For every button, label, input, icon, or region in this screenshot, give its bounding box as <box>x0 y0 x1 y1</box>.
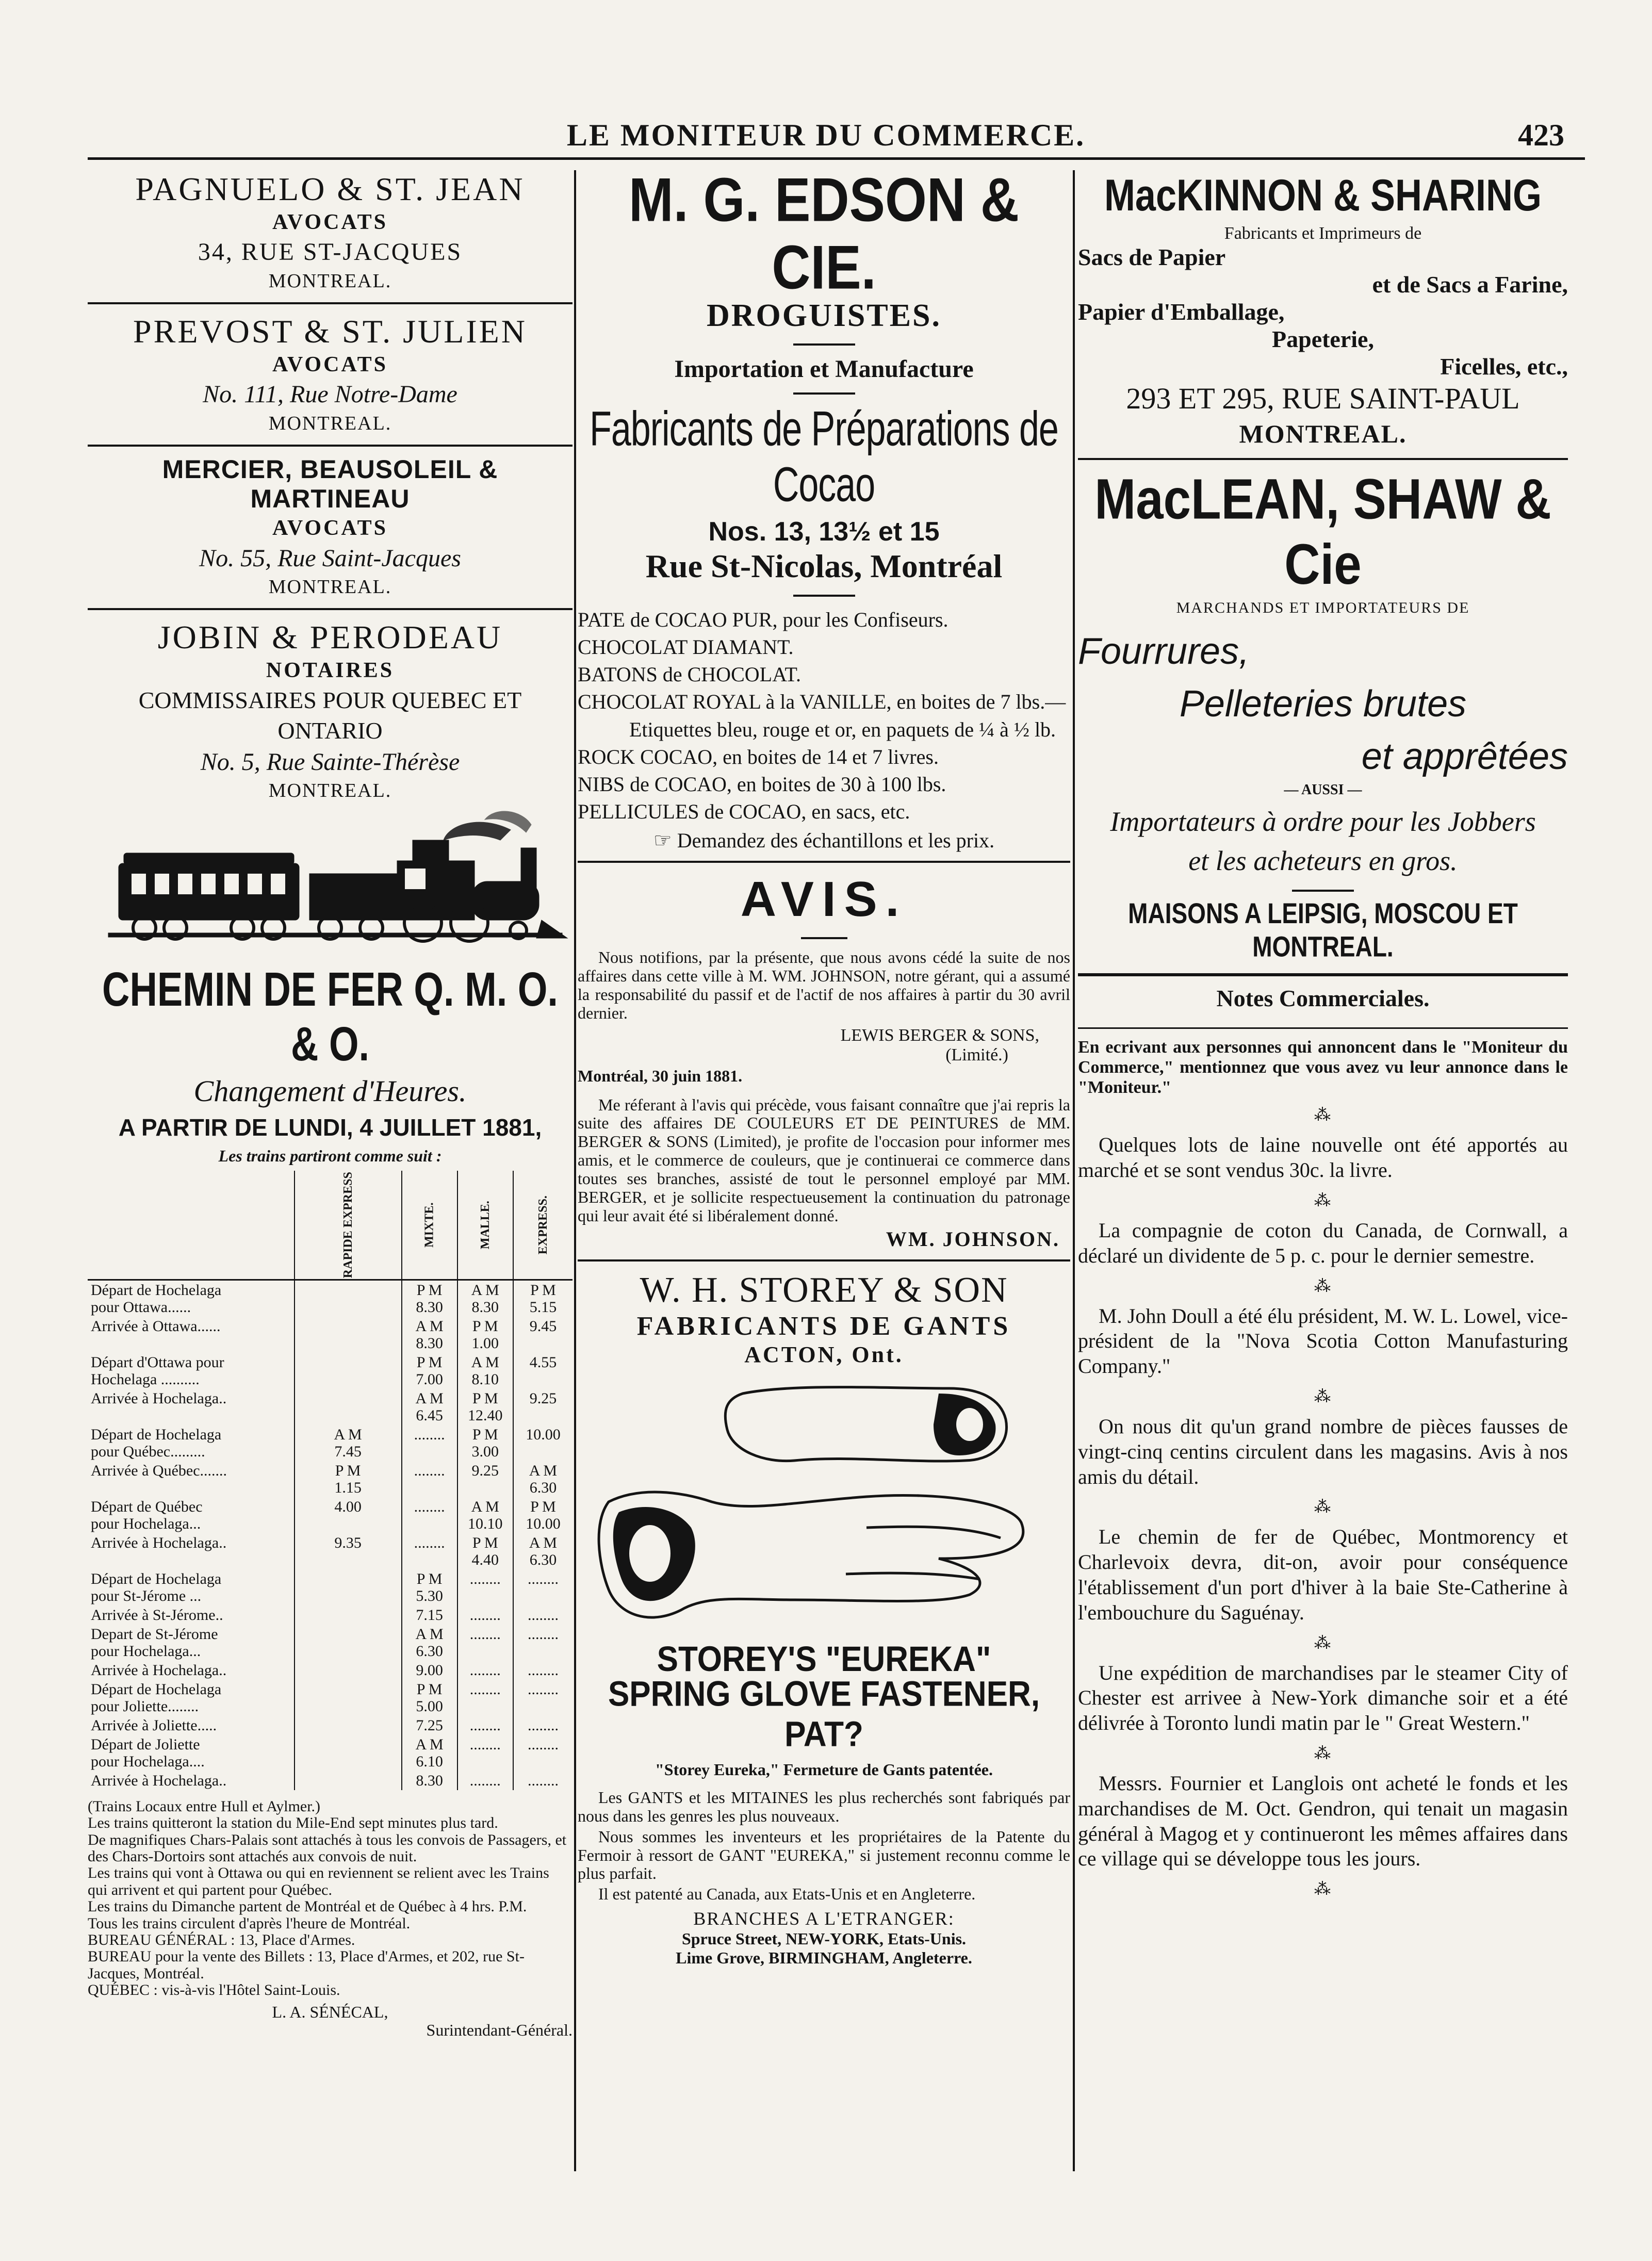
avis-paragraph: Me réferant à l'avis qui précède, vous faisant connaître que j'ai repris la suite des affaires DE COULEURS ET DE PEINTURES de MM. BERGER & SONS (Limited), je profite de l'occasion pour informer mes amis, et le commerce de couleurs, que je continuerai ce commerce dans toutes ses branches, assisté de tout le personnel employé par MM. BERGER, et je sollicite respectueusement la continuation du patronage qui leur avait été si libéralement donné. <box>578 1095 1070 1225</box>
firm-city: MONTREAL. <box>268 576 392 598</box>
schedule-time <box>295 1389 402 1425</box>
maclean-furs: Fourrures, <box>1078 631 1250 672</box>
schedule-time: 9.25 <box>513 1389 573 1425</box>
schedule-time <box>295 1605 402 1625</box>
asterism: ⁂ <box>1314 1276 1332 1295</box>
railway-notes <box>88 1798 573 1999</box>
firm-role: NOTAIRES <box>266 658 395 682</box>
schedule-time: ........ <box>457 1680 513 1716</box>
schedule-time: 7.15 <box>402 1605 457 1625</box>
mackinnon-line: Papeterie, <box>1272 326 1374 352</box>
schedule-time: A M 7.45 <box>295 1425 402 1461</box>
asterism: ⁂ <box>1314 1105 1332 1124</box>
schedule-corner <box>88 1171 295 1280</box>
asterism: ⁂ <box>1314 1744 1332 1763</box>
storey-place: ACTON, Ont. <box>744 1342 904 1368</box>
schedule-row <box>88 1716 573 1735</box>
schedule-time <box>295 1661 402 1680</box>
railway-title: CHEMIN DE FER Q. M. O. & O. <box>102 962 558 1071</box>
edson-trade: DROGUISTES. <box>706 298 942 333</box>
divider <box>578 1259 1070 1261</box>
divider <box>801 937 847 939</box>
asterism: ⁂ <box>1314 1879 1332 1898</box>
note: Les trains du Dimanche partent de Montréal et de Québec à 4 hrs. P.M. <box>88 1898 527 1915</box>
schedule-time: 4.55 <box>513 1353 573 1389</box>
schedule-time: ........ <box>457 1605 513 1625</box>
schedule-row <box>88 1771 573 1790</box>
schedule-time: 9.00 <box>402 1661 457 1680</box>
note: QUÉBEC : vis-à-vis l'Hôtel Saint-Louis. <box>88 1981 340 1999</box>
firm-name: PAGNUELO & ST. JEAN <box>135 171 525 207</box>
schedule-time: A M 6.30 <box>513 1461 573 1497</box>
mackinnon-address: 293 ET 295, RUE SAINT-PAUL <box>1126 382 1520 415</box>
avis-title: AVIS. <box>740 872 908 927</box>
asterism: ⁂ <box>1314 1633 1332 1652</box>
middle-column <box>578 166 1070 1968</box>
avis-paragraph: Nous notifions, par la présente, que nous avons cédé la suite de nos affaires dans cette ville à M. WM. JOHNSON, notre gérant, qui a assumé la responsabilité du passif et de l'actif de nos affaires à partir du 30 avril dernier. <box>578 948 1070 1022</box>
schedule-time: ........ <box>402 1425 457 1461</box>
schedule-station: Arrivée à St-Jérome.. <box>91 1606 223 1624</box>
eureka-heading: STOREY'S "EUREKA" <box>657 1640 991 1679</box>
firm-city: MONTREAL. <box>268 270 392 292</box>
business-card <box>88 170 573 294</box>
avis-dateline: Montréal, 30 juin 1881. <box>578 1066 743 1085</box>
schedule-time: ........ <box>402 1497 457 1533</box>
schedule-station: Départ de Québec pour Hochelaga... <box>91 1498 203 1532</box>
schedule-time: ........ <box>513 1625 573 1661</box>
product-item: CHOCOLAT DIAMANT. <box>578 635 794 659</box>
firm-city: MONTREAL. <box>268 412 392 434</box>
mackinnon-line: Papier d'Emballage, <box>1078 299 1285 325</box>
storey-branch: Spruce Street, NEW-YORK, Etats-Unis. <box>681 1929 967 1948</box>
schedule-time: 10.00 <box>513 1425 573 1461</box>
maclean-furs: Pelleteries brutes <box>1179 683 1467 725</box>
firm-address: No. 111, Rue Notre-Dame <box>203 381 457 408</box>
schedule-station: Arrivée à Hochelaga.. <box>91 1534 227 1551</box>
note: BUREAU GÉNÉRAL : 13, Place d'Armes. <box>88 1931 355 1948</box>
firm-city: MONTREAL. <box>268 780 392 802</box>
schedule-time: ........ <box>457 1661 513 1680</box>
product-item: BATONS de CHOCOLAT. <box>578 663 801 686</box>
product-item: ROCK COCAO, en boites de 14 et 7 livres. <box>578 745 939 768</box>
schedule-time: P M 8.30 <box>402 1280 457 1317</box>
divider <box>793 595 855 597</box>
storey-paragraph: Nous sommes les inventeurs et les propriétaires de la Patente du Fermoir à ressort de GANT "EUREKA," si justement reconnu comme le plus parfait. <box>578 1827 1070 1883</box>
glove-illustration <box>578 1373 1070 1641</box>
schedule-time: ........ <box>457 1716 513 1735</box>
storey-body <box>578 1789 1070 1904</box>
schedule-time: 4.00 <box>295 1497 402 1533</box>
schedule-time: ........ <box>513 1771 573 1790</box>
ask-text: Demandez des échantillons et les prix. <box>677 829 995 853</box>
schedule-time: P M 10.00 <box>513 1497 573 1533</box>
schedule-time <box>295 1680 402 1716</box>
edson-import: Importation et Manufacture <box>674 355 974 383</box>
firm-address: 34, RUE ST-JACQUES <box>198 238 463 266</box>
business-card <box>88 455 573 600</box>
note: Les trains qui vont à Ottawa ou qui en reviennent se relient avec les Trains qui arrivent et qui partent pour Québec. <box>88 1864 549 1898</box>
storey-branches-heading: BRANCHES A L'ETRANGER: <box>693 1908 955 1929</box>
edson-ask <box>578 828 1070 853</box>
column-header: EXPRESS. <box>513 1171 573 1280</box>
schedule-row <box>88 1353 573 1389</box>
note: (Trains Locaux entre Hull et Aylmer.) <box>88 1797 321 1815</box>
schedule-row <box>88 1425 573 1461</box>
product-item: CHOCOLAT ROYAL à la VANILLE, en boites de 7 lbs.—Etiquettes bleu, rouge et or, en paquets de ¼ à ½ lb. <box>578 690 1066 741</box>
edson-street: Rue St-Nicolas, Montréal <box>645 547 1003 584</box>
schedule-time <box>295 1625 402 1661</box>
asterism: ⁂ <box>1314 1191 1332 1210</box>
schedule-station: Arrivée à Hochelaga.. <box>91 1772 227 1789</box>
schedule-row <box>88 1389 573 1425</box>
schedule-time: 9.45 <box>513 1317 573 1353</box>
eureka-subheading: SPRING GLOVE FASTENER, PAT? <box>608 1675 1040 1755</box>
column-header: MALLE. <box>457 1171 513 1280</box>
column-header: MIXTE. <box>402 1171 457 1280</box>
storey-name: W. H. STOREY & SON <box>640 1270 1008 1310</box>
maclean-name: MacLEAN, SHAW & Cie <box>1094 467 1551 597</box>
eureka-caption: "Storey Eureka," Fermeture de Gants patentée. <box>655 1760 993 1779</box>
maclean-aussi: — AUSSI — <box>1284 782 1362 798</box>
train-schedule-table <box>88 1171 573 1790</box>
locomotive-illustration <box>88 804 573 959</box>
firm-role: AVOCATS <box>272 352 388 376</box>
news-item: Une expédition de marchandises par le steamer City of Chester est arrivee à New-York dimanche soir et a été délivrée à Toronto lundi matin par le " Great Western." <box>1078 1661 1568 1735</box>
schedule-time: P M 4.40 <box>457 1533 513 1569</box>
schedule-time: A M 10.10 <box>457 1497 513 1533</box>
maclean-furs: et apprêtées <box>1361 736 1568 777</box>
schedule-station: Depart de St-Jérome pour Hochelaga... <box>91 1625 218 1660</box>
storey-branch: Lime Grove, BIRMINGHAM, Angleterre. <box>676 1948 972 1968</box>
product-item: NIBS de COCAO, en boites de 30 à 100 lbs. <box>578 772 946 796</box>
mackinnon-name: MacKINNON & SHARING <box>1104 171 1542 220</box>
schedule-time: 7.25 <box>402 1716 457 1735</box>
schedule-time: P M 1.00 <box>457 1317 513 1353</box>
firm-name: MERCIER, BEAUSOLEIL & MARTINEAU <box>162 454 498 514</box>
divider <box>793 392 855 395</box>
right-column <box>1078 170 1568 1907</box>
storey-paragraph: Il est patenté au Canada, aux Etats-Unis et en Angleterre. <box>598 1885 976 1904</box>
schedule-time: ........ <box>513 1661 573 1680</box>
railway-note: Les trains partiront comme suit : <box>218 1146 442 1165</box>
schedule-time <box>295 1569 402 1605</box>
schedule-time: P M 1.15 <box>295 1461 402 1497</box>
schedule-time <box>295 1771 402 1790</box>
schedule-time: ........ <box>513 1735 573 1771</box>
schedule-time: 9.25 <box>457 1461 513 1497</box>
news-item: Messrs. Fournier et Langlois ont acheté le fonds et les marchandises de M. Oct. Gendron, qui tenait un magasin général à Magog et y continueront les mêmes affaires dans ce village qui se développe tous les jours. <box>1078 1772 1568 1871</box>
schedule-station: Départ de Hochelaga pour Ottawa...... <box>88 1280 295 1317</box>
schedule-station: Départ d'Ottawa pour Hochelaga .......... <box>91 1353 224 1388</box>
schedule-row <box>88 1661 573 1680</box>
firm-name: JOBIN & PERODEAU <box>157 619 503 656</box>
schedule-row <box>88 1569 573 1605</box>
news-item: Le chemin de fer de Québec, Montmorency et Charlevoix devra, dit-on, avoir pour conséquence l'établissement d'un port d'hiver à la baie Ste-Catherine à l'embouchure du Saguénay. <box>1078 1525 1568 1624</box>
divider <box>88 608 573 610</box>
schedule-time: P M 12.40 <box>457 1389 513 1425</box>
schedule-row <box>88 1625 573 1661</box>
firm-role: AVOCATS <box>272 210 388 234</box>
note: BUREAU pour la vente des Billets : 13, Place d'Armes, et 202, rue St-Jacques, Montréal. <box>88 1948 525 1982</box>
schedule-time: 9.35 <box>295 1533 402 1569</box>
storey-paragraph: Les GANTS et les MITAINES les plus recherchés sont fabriqués par nous dans les genres les plus nouveaux. <box>578 1788 1070 1825</box>
maclean-importers: et les acheteurs en gros. <box>1188 845 1458 876</box>
schedule-station: Arrivée à Joliette..... <box>91 1716 217 1734</box>
railway-date: A PARTIR DE LUNDI, 4 JUILLET 1881, <box>118 1113 542 1141</box>
schedule-time: P M 5.30 <box>402 1569 457 1605</box>
schedule-time: A M 6.45 <box>402 1389 457 1425</box>
divider <box>88 445 573 447</box>
mackinnon-city: MONTREAL. <box>1239 419 1407 448</box>
schedule-time: A M 6.30 <box>513 1533 573 1569</box>
edson-name: M. G. EDSON & CIE. <box>629 166 1019 303</box>
schedule-time: A M 6.30 <box>402 1625 457 1661</box>
schedule-time <box>295 1735 402 1771</box>
avis-signature: LEWIS BERGER & SONS, <box>840 1025 1039 1045</box>
mackinnon-line: et de Sacs a Farine, <box>1372 271 1568 298</box>
divider <box>88 302 573 304</box>
schedule-row <box>88 1317 573 1353</box>
firm-commission: COMMISSAIRES POUR QUEBEC ET ONTARIO <box>138 686 522 744</box>
schedule-time <box>295 1716 402 1735</box>
schedule-time <box>295 1317 402 1353</box>
asterism: ⁂ <box>1314 1497 1332 1516</box>
schedule-time: A M 8.30 <box>457 1280 513 1317</box>
schedule-time: ........ <box>457 1771 513 1790</box>
schedule-row <box>88 1533 573 1569</box>
maclean-importers: Importateurs à ordre pour les Jobbers <box>1110 806 1536 837</box>
pointing-hand-icon: ☞ <box>653 829 672 853</box>
schedule-time: A M 6.10 <box>402 1735 457 1771</box>
schedule-time: ........ <box>513 1716 573 1735</box>
schedule-station: Arrivée à Ottawa...... <box>91 1317 221 1335</box>
schedule-time: ........ <box>513 1680 573 1716</box>
avis-body <box>578 948 1070 1251</box>
schedule-station: Arrivée à Hochelaga.. <box>91 1661 227 1679</box>
schedule-time: P M 5.00 <box>402 1680 457 1716</box>
business-card <box>88 313 573 436</box>
left-column <box>88 170 573 2039</box>
schedule-station: Départ de Hochelaga pour Québec......... <box>91 1426 222 1460</box>
firm-address: No. 55, Rue Saint-Jacques <box>199 544 461 572</box>
schedule-row <box>88 1497 573 1533</box>
schedule-time <box>295 1280 402 1317</box>
schedule-time: P M 5.15 <box>513 1280 573 1317</box>
schedule-time <box>295 1353 402 1389</box>
asterism: ⁂ <box>1314 1387 1332 1406</box>
schedule-time: 8.30 <box>402 1771 457 1790</box>
schedule-time: A M 8.10 <box>457 1353 513 1389</box>
header-rule <box>88 157 1585 160</box>
avis-signature-note: (Limité.) <box>945 1045 1008 1064</box>
column-divider <box>574 170 576 2171</box>
business-card <box>88 618 573 804</box>
schedule-station: Arrivée à Hochelaga.. <box>91 1389 227 1407</box>
edson-fabricants: Fabricants de Préparations de Cocao <box>590 401 1058 512</box>
note: Les trains quitteront la station du Mile-End sept minutes plus tard. <box>88 1814 498 1832</box>
column-header: RAPIDE EXPRESS <box>295 1171 402 1280</box>
edson-product-list <box>578 606 1070 826</box>
schedule-station: Départ de Hochelaga pour St-Jérome ... <box>91 1570 222 1604</box>
divider <box>1078 458 1568 460</box>
signature-title: Surintendant-Général. <box>426 2020 573 2039</box>
note: De magnifiques Chars-Palais sont attachés à tous les convois de Passagers, et des Chars-Dortoirs sont attachés aux convois de nuit. <box>88 1831 567 1865</box>
news-item: On nous dit qu'un grand nombre de pièces fausses de vingt-cinq centins circulent dans les magasins. Avis à nos amis du détail. <box>1078 1415 1568 1488</box>
firm-role: AVOCATS <box>272 516 388 540</box>
notes-intro: En ecrivant aux personnes qui annoncent dans le "Moniteur du Commerce," mentionnez que vous avez vu leur annonce dans le "Moniteur." <box>1078 1038 1568 1097</box>
schedule-row <box>88 1680 573 1716</box>
schedule-station: Départ de Hochelaga pour Joliette........ <box>91 1680 222 1715</box>
product-item: PATE de COCAO PUR, pour les Confiseurs. <box>578 608 948 631</box>
maclean-trade: MARCHANDS ET IMPORTATEURS DE <box>1176 599 1470 616</box>
railway-subtitle: Changement d'Heures. <box>193 1074 467 1108</box>
divider <box>1078 973 1568 976</box>
mackinnon-trade: Fabricants et Imprimeurs de <box>1224 224 1422 243</box>
schedule-row <box>88 1461 573 1497</box>
schedule-time: ........ <box>402 1533 457 1569</box>
edson-numbers: Nos. 13, 13½ et 15 <box>708 516 940 547</box>
glove-icon <box>578 1373 1070 1641</box>
storey-trade: FABRICANTS DE GANTS <box>636 1312 1011 1341</box>
schedule-row <box>88 1735 573 1771</box>
firm-address: No. 5, Rue Sainte-Thérèse <box>200 748 460 776</box>
news-item: La compagnie de coton du Canada, de Cornwall, a déclaré un dividente de 5 p. c. pour le dernier semestre. <box>1078 1219 1568 1267</box>
column-divider <box>1073 170 1075 2171</box>
schedule-time: ........ <box>457 1625 513 1661</box>
schedule-time: P M 7.00 <box>402 1353 457 1389</box>
divider <box>1292 890 1354 892</box>
mackinnon-line: Sacs de Papier <box>1078 244 1226 270</box>
schedule-time: ........ <box>457 1735 513 1771</box>
schedule-station: Arrivée à Québec....... <box>91 1462 227 1479</box>
running-title: LE MONITEUR DU COMMERCE. <box>566 118 1086 152</box>
schedule-row <box>88 1605 573 1625</box>
note: Tous les trains circulent d'après l'heure de Montréal. <box>88 1914 411 1932</box>
schedule-time: ........ <box>513 1605 573 1625</box>
mackinnon-line: Ficelles, etc., <box>1440 353 1568 380</box>
divider <box>578 861 1070 863</box>
schedule-row <box>88 1280 573 1317</box>
schedule-time: ........ <box>402 1461 457 1497</box>
schedule-time: ........ <box>513 1569 573 1605</box>
railway-signature <box>88 2003 573 2039</box>
divider <box>793 343 855 346</box>
maclean-houses: MAISONS A LEIPSIG, MOSCOU ET MONTREAL. <box>1128 897 1518 963</box>
signature-name: L. A. SÉNÉCAL, <box>272 2002 388 2021</box>
page-number: 423 <box>1518 118 1564 152</box>
news-item: M. John Doull a été élu président, M. W. L. Lowel, vice-président de la "Nova Scotia Cotton Manufasturing Company." <box>1078 1304 1568 1378</box>
divider <box>1078 1027 1568 1029</box>
schedule-time: A M 8.30 <box>402 1317 457 1353</box>
notes-heading: Notes Commerciales. <box>1216 985 1430 1012</box>
schedule-station: Départ de Joliette pour Hochelaga.... <box>91 1735 205 1770</box>
schedule-time: ........ <box>457 1569 513 1605</box>
firm-name: PREVOST & ST. JULIEN <box>133 313 527 350</box>
schedule-time: P M 3.00 <box>457 1425 513 1461</box>
product-item: PELLICULES de COCAO, en sacs, etc. <box>578 800 910 824</box>
avis-signature: WM. JOHNSON. <box>886 1227 1060 1251</box>
news-item: Quelques lots de laine nouvelle ont été apportés au marché et se sont vendus 30c. la livre. <box>1078 1133 1568 1182</box>
